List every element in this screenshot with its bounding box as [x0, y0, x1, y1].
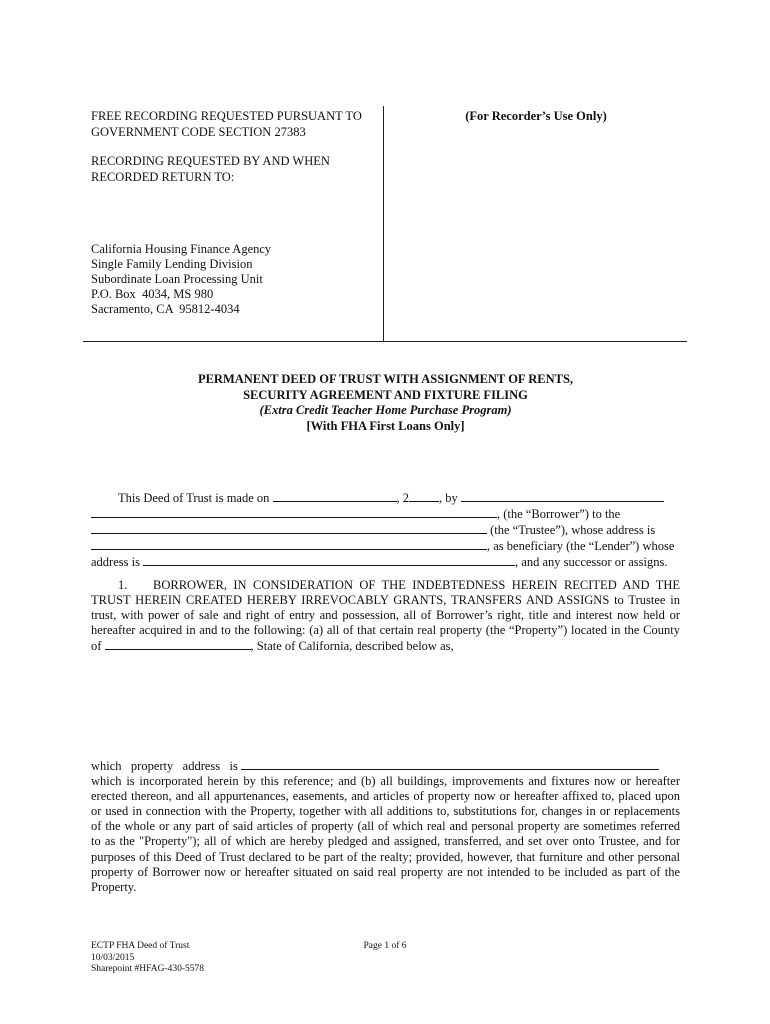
lender-blank[interactable]	[91, 538, 487, 550]
header-vertical-divider	[383, 106, 384, 342]
intro-paragraph	[91, 490, 680, 570]
successor-text: , and any successor or assigns.	[515, 555, 668, 570]
lender-text: , as beneficiary (the “Lender”) whose	[487, 539, 675, 554]
section-1-line-3: trust, with power of sale and right of entry and possession, all of Borrower’s right, title and interest now held or	[91, 608, 680, 623]
county-blank[interactable]	[105, 638, 251, 650]
date-blank[interactable]	[273, 490, 397, 502]
division-name: Single Family Lending Division	[91, 257, 253, 272]
intro-row-2	[91, 506, 680, 522]
address-is-text: address is	[91, 555, 140, 570]
by-text: , by	[439, 491, 458, 505]
property-address-row	[91, 758, 680, 774]
free-recording-line-2: GOVERNMENT CODE SECTION 27383	[91, 124, 306, 139]
trustee-text: (the “Trustee”), whose address is	[490, 523, 656, 538]
intro-row-3	[91, 522, 680, 538]
county-of-text: of	[91, 639, 102, 654]
borrower-name-blank-2[interactable]	[91, 506, 497, 518]
property-line-6: purposes of this Deed of Trust declared to be part of the realty; provided, however, that furniture and other personal	[91, 849, 680, 864]
intro-row-1	[91, 490, 680, 506]
property-line-2: erected thereon, and all appurtenances, easements, and articles of property now or hereafter affixed to, placed upon	[91, 789, 680, 804]
trustee-blank[interactable]	[91, 522, 487, 534]
page-number: Page 1 of 6	[363, 941, 407, 951]
unit-name: Subordinate Loan Processing Unit	[91, 272, 263, 287]
po-box: P.O. Box 4034, MS 980	[91, 287, 214, 302]
property-line-4: of the whole or any part of said articles of property (all of which real and personal property are sometimes referred	[91, 819, 680, 834]
property-line-1: which is incorporated herein by this reference; and (b) all buildings, improvements and fixtures now or hereafter	[91, 774, 680, 789]
recording-request-block	[91, 109, 373, 185]
requested-by-line-1: RECORDING REQUESTED BY AND WHEN	[91, 154, 330, 168]
return-address-block	[91, 242, 373, 317]
section-1-number: 1.	[118, 578, 128, 592]
intro-row-5	[91, 554, 680, 570]
section-1-line-4: hereafter acquired in and to the following: (a) all of that certain real property (the “Property”) located in the County	[91, 623, 680, 638]
borrower-name-blank-1[interactable]	[461, 490, 664, 502]
lender-address-blank[interactable]	[143, 554, 515, 566]
property-address-label: which property address is	[91, 759, 238, 773]
county-suffix-text: , State of California, described below as,	[250, 639, 454, 654]
document-title	[91, 372, 680, 434]
year-blank[interactable]	[409, 490, 439, 502]
header-horizontal-divider	[83, 341, 687, 342]
property-line-8: Property.	[91, 879, 137, 894]
requested-by-line-2: RECORDED RETURN TO:	[91, 169, 235, 184]
agency-name: California Housing Finance Agency	[91, 242, 272, 256]
intro-row-4	[91, 538, 680, 554]
section-1-paragraph	[91, 578, 680, 654]
recorder-use-label: (For Recorder’s Use Only)	[465, 109, 607, 123]
title-line-2: SECURITY AGREEMENT AND FIXTURE FILING	[243, 387, 528, 402]
property-address-blank[interactable]	[241, 758, 659, 770]
section-1-line-1: 1. BORROWER, IN CONSIDERATION OF THE INDEBTEDNESS HEREIN RECITED AND THE	[118, 578, 681, 592]
footer-form-name: ECTP FHA Deed of Trust	[91, 941, 190, 951]
free-recording-line-1: FREE RECORDING REQUESTED PURSUANT TO	[91, 109, 362, 123]
footer-form-info	[91, 941, 291, 976]
section-1-line-2: TRUST HEREIN CREATED HEREBY IRREVOCABLY GRANTS, TRANSFERS AND ASSIGNS to Trustee in	[91, 593, 680, 608]
made-on-text: This Deed of Trust is made on	[118, 491, 270, 505]
property-paragraph	[91, 758, 680, 895]
footer-date: 10/03/2015	[91, 952, 135, 963]
title-fha-note: [With FHA First Loans Only]	[306, 418, 465, 433]
property-line-7: property of Borrower now or hereafter situated on said real property are not intended to be included as part of the	[91, 864, 680, 879]
property-line-3: or used in connection with the Property, together with all additions to, substitutions for, changes in or replacements	[91, 804, 680, 819]
property-line-5: to as the "Property"); all of which are hereby pledged and assigned, transferred, and set over onto Trustee, and for	[91, 834, 680, 849]
footer-sharepoint: Sharepoint #HFAG-430-5578	[91, 964, 205, 974]
title-line-1: PERMANENT DEED OF TRUST WITH ASSIGNMENT OF RENTS,	[197, 372, 574, 386]
borrower-text: , (the “Borrower”) to the	[497, 507, 621, 522]
year-prefix: , 2	[396, 491, 410, 505]
title-program: (Extra Credit Teacher Home Purchase Program)	[259, 403, 512, 417]
city-state-zip: Sacramento, CA 95812-4034	[91, 302, 240, 317]
section-1-line-5	[91, 638, 680, 654]
